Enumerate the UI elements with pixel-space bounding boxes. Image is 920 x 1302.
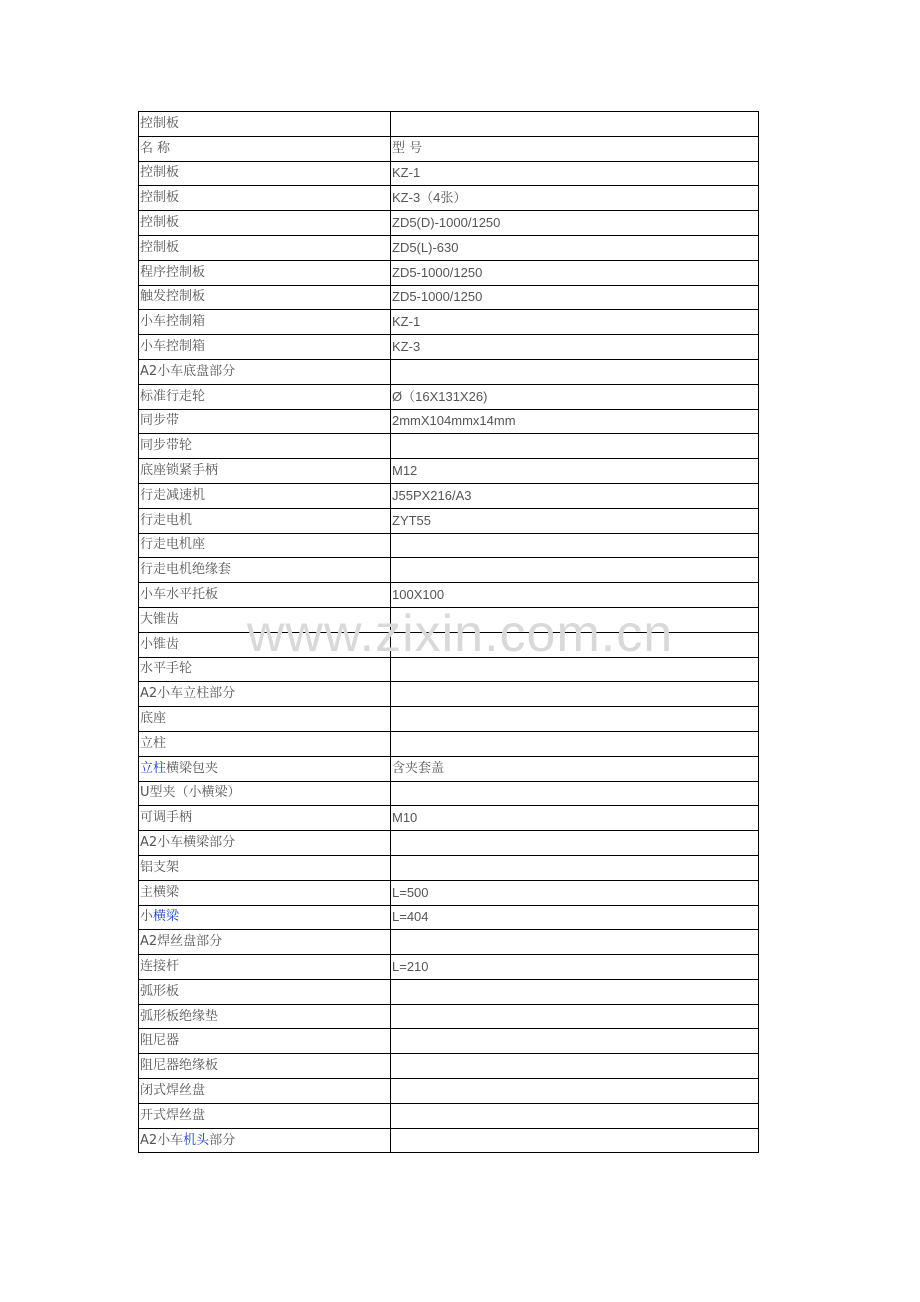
part-name-cell: 阻尼器绝缘板 (139, 1054, 391, 1079)
part-model-cell: 2mmX104mmx14mm (391, 409, 759, 434)
section-name-cell (139, 1128, 391, 1153)
table-row (139, 781, 759, 806)
part-name-cell: 弧形板绝缘垫 (139, 1004, 391, 1029)
part-model-cell: Ø（16X131X26) (391, 384, 759, 409)
table-row (139, 855, 759, 880)
part-name-cell: 小车控制箱 (139, 310, 391, 335)
part-model-cell (391, 1054, 759, 1079)
table-row (139, 161, 759, 186)
part-name-cell (139, 905, 391, 930)
table-header-row (139, 136, 759, 161)
part-name-cell: 小锥齿 (139, 632, 391, 657)
part-name-cell: 触发控制板 (139, 285, 391, 310)
section-name-cell: A2小车底盘部分 (139, 359, 391, 384)
part-name-cell: 开式焊丝盘 (139, 1103, 391, 1128)
part-model-cell (391, 1029, 759, 1054)
part-name-cell: 弧形板 (139, 979, 391, 1004)
part-name-cell: 小车控制箱 (139, 335, 391, 360)
section-row (139, 1128, 759, 1153)
part-model-cell (391, 112, 759, 137)
part-model-cell (391, 707, 759, 732)
part-name-link[interactable]: 横梁 (153, 909, 180, 925)
part-name-cell: 控制板 (139, 112, 391, 137)
part-model-cell (391, 855, 759, 880)
part-model-cell (391, 533, 759, 558)
part-name-cell: 水平手轮 (139, 657, 391, 682)
part-model-cell (391, 632, 759, 657)
part-model-cell: 含夹套盖 (391, 756, 759, 781)
part-model-cell (391, 359, 759, 384)
table-row (139, 632, 759, 657)
table-row (139, 186, 759, 211)
section-name-cell: A2小车立柱部分 (139, 682, 391, 707)
section-row (139, 359, 759, 384)
part-model-cell: KZ-3（4张） (391, 186, 759, 211)
table-row (139, 409, 759, 434)
table-row (139, 1079, 759, 1104)
table-row (139, 112, 759, 137)
table-row (139, 731, 759, 756)
part-model-cell (391, 831, 759, 856)
part-model-cell: J55PX216/A3 (391, 483, 759, 508)
part-name-cell: 控制板 (139, 235, 391, 260)
table-row (139, 1004, 759, 1029)
part-name-cell: 同步带轮 (139, 434, 391, 459)
part-name-cell: 可调手柄 (139, 806, 391, 831)
part-model-cell: 100X100 (391, 583, 759, 608)
part-model-cell: KZ-3 (391, 335, 759, 360)
table-row (139, 533, 759, 558)
part-name-cell: 阻尼器 (139, 1029, 391, 1054)
part-name-cell: 底座锁紧手柄 (139, 459, 391, 484)
table-row (139, 657, 759, 682)
section-row (139, 682, 759, 707)
part-name-text: A2小车 (140, 1132, 184, 1148)
part-model-cell (391, 558, 759, 583)
part-model-cell (391, 657, 759, 682)
section-row (139, 831, 759, 856)
part-model-cell: ZD5(D)-1000/1250 (391, 211, 759, 236)
part-model-cell: L=500 (391, 880, 759, 905)
table-row (139, 483, 759, 508)
part-model-cell: M10 (391, 806, 759, 831)
part-model-cell: M12 (391, 459, 759, 484)
part-name-cell: U型夹（小横梁） (139, 781, 391, 806)
part-model-cell (391, 1004, 759, 1029)
section-name-cell: A2焊丝盘部分 (139, 930, 391, 955)
table-row (139, 955, 759, 980)
table-row (139, 1103, 759, 1128)
header-model-cell: 型 号 (391, 136, 759, 161)
table-row (139, 434, 759, 459)
table-row (139, 979, 759, 1004)
section-name-cell: A2小车横梁部分 (139, 831, 391, 856)
part-model-cell (391, 1103, 759, 1128)
part-name-cell: 行走电机绝缘套 (139, 558, 391, 583)
table-row (139, 756, 759, 781)
table-row (139, 384, 759, 409)
table-row (139, 1054, 759, 1079)
table-row (139, 806, 759, 831)
part-name-cell: 铝支架 (139, 855, 391, 880)
part-model-cell (391, 979, 759, 1004)
part-name-cell: 标准行走轮 (139, 384, 391, 409)
part-name-cell: 行走电机 (139, 508, 391, 533)
table-row (139, 211, 759, 236)
part-name-cell: 大锥齿 (139, 607, 391, 632)
table-row (139, 335, 759, 360)
part-model-cell: KZ-1 (391, 310, 759, 335)
table-row (139, 607, 759, 632)
parts-table-body (139, 112, 759, 1153)
part-name-text: 横梁包夹 (166, 760, 219, 776)
part-model-cell: KZ-1 (391, 161, 759, 186)
part-name-cell: 主横梁 (139, 880, 391, 905)
part-name-cell: 立柱 (139, 731, 391, 756)
parts-table (138, 111, 759, 1153)
part-name-cell (139, 756, 391, 781)
watermark: www.zixin.com.cn (246, 605, 674, 663)
part-model-cell (391, 434, 759, 459)
part-model-cell: ZD5-1000/1250 (391, 285, 759, 310)
table-row (139, 707, 759, 732)
part-model-cell: L=404 (391, 905, 759, 930)
part-model-cell (391, 682, 759, 707)
part-model-cell: L=210 (391, 955, 759, 980)
part-name-cell: 闭式焊丝盘 (139, 1079, 391, 1104)
section-row (139, 930, 759, 955)
part-name-cell: 控制板 (139, 186, 391, 211)
table-row (139, 235, 759, 260)
part-name-link[interactable]: 立柱 (140, 760, 167, 776)
table-row (139, 905, 759, 930)
part-name-cell: 小车水平托板 (139, 583, 391, 608)
part-model-cell (391, 731, 759, 756)
part-name-cell: 连接杆 (139, 955, 391, 980)
table-row (139, 459, 759, 484)
part-model-cell: ZD5-1000/1250 (391, 260, 759, 285)
part-name-text: 小 (140, 909, 154, 925)
part-model-cell (391, 781, 759, 806)
table-row (139, 558, 759, 583)
header-name-cell: 名 称 (139, 136, 391, 161)
table-row (139, 285, 759, 310)
part-model-cell: ZD5(L)-630 (391, 235, 759, 260)
part-model-cell (391, 930, 759, 955)
part-name-cell: 控制板 (139, 211, 391, 236)
table-row (139, 880, 759, 905)
table-row (139, 508, 759, 533)
part-name-cell: 底座 (139, 707, 391, 732)
part-model-cell (391, 1079, 759, 1104)
part-model-cell (391, 607, 759, 632)
part-name-text: 部分 (209, 1132, 236, 1148)
part-name-cell: 控制板 (139, 161, 391, 186)
part-model-cell (391, 1128, 759, 1153)
part-name-cell: 程序控制板 (139, 260, 391, 285)
table-row (139, 310, 759, 335)
table-row (139, 1029, 759, 1054)
part-name-link[interactable]: 机头 (183, 1132, 210, 1148)
part-model-cell: ZYT55 (391, 508, 759, 533)
part-name-cell: 行走电机座 (139, 533, 391, 558)
table-row (139, 583, 759, 608)
part-name-cell: 行走减速机 (139, 483, 391, 508)
part-name-cell: 同步带 (139, 409, 391, 434)
table-row (139, 260, 759, 285)
